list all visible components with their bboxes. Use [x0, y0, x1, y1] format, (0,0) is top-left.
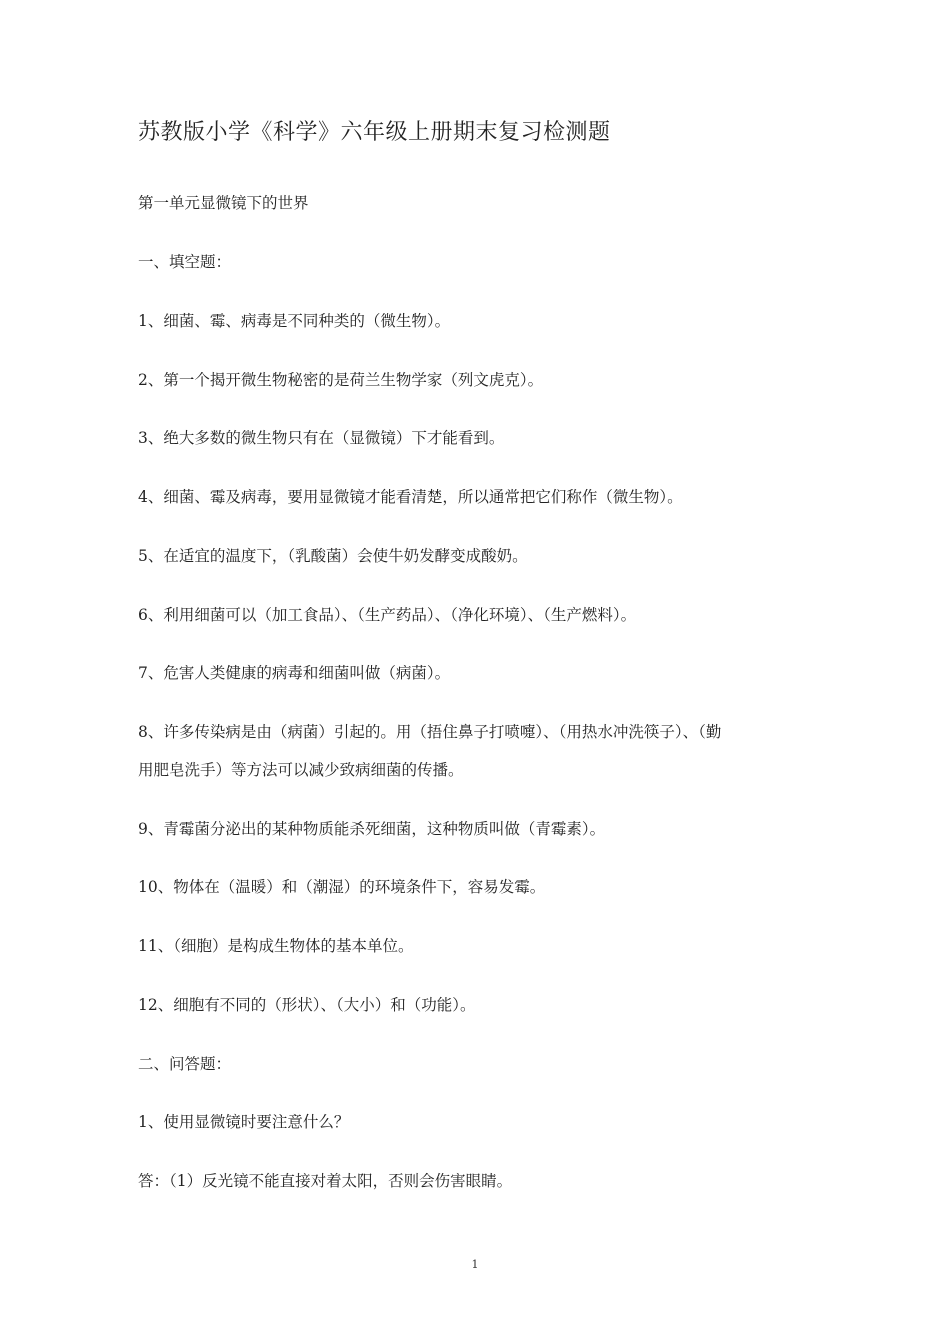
fill-blank-item-1: 1、细菌、霉、病毒是不同种类的（微生物）。	[138, 312, 451, 330]
qa-question-1: 1、使用显微镜时要注意什么？	[138, 1113, 350, 1131]
fill-blank-item-12: 12、细胞有不同的（形状）、（大小）和（功能）。	[138, 996, 476, 1014]
fill-blank-item-10: 10、物体在（温暖）和（潮湿）的环境条件下，容易发霉。	[138, 878, 546, 896]
fill-blank-item-6: 6、利用细菌可以（加工食品）、（生产药品）、（净化环境）、（生产燃料）。	[138, 606, 637, 624]
fill-blank-item-11: 11、（细胞）是构成生物体的基本单位。	[138, 937, 414, 955]
fill-blank-item-8-line-2: 用肥皂洗手）等方法可以减少致病细菌的传播。	[138, 761, 464, 779]
unit-heading: 第一单元显微镜下的世界	[138, 194, 309, 212]
section-heading-qa: 二、问答题：	[138, 1055, 232, 1073]
fill-blank-item-9: 9、青霉菌分泌出的某种物质能杀死细菌，这种物质叫做（青霉素）。	[138, 820, 606, 838]
fill-blank-item-3: 3、绝大多数的微生物只有在（显微镜）下才能看到。	[138, 429, 505, 447]
fill-blank-item-8-line-1: 8、许多传染病是由（病菌）引起的。用（捂住鼻子打喷嚏）、（用热水冲洗筷子）、（勤	[138, 723, 722, 741]
fill-blank-item-7: 7、危害人类健康的病毒和细菌叫做（病菌）。	[138, 664, 451, 682]
page-number: 1	[471, 1258, 479, 1271]
section-heading-fill-blank: 一、填空题：	[138, 253, 232, 271]
fill-blank-item-4: 4、细菌、霉及病毒，要用显微镜才能看清楚，所以通常把它们称作（微生物）。	[138, 488, 683, 506]
document-title: 苏教版小学《科学》六年级上册期末复习检测题	[138, 120, 611, 145]
qa-answer-1: 答：（1）反光镜不能直接对着太阳，否则会伤害眼睛。	[138, 1172, 513, 1190]
fill-blank-item-2: 2、第一个揭开微生物秘密的是荷兰生物学家（列文虎克）。	[138, 371, 544, 389]
fill-blank-item-5: 5、在适宜的温度下，（乳酸菌）会使牛奶发酵变成酸奶。	[138, 547, 528, 565]
